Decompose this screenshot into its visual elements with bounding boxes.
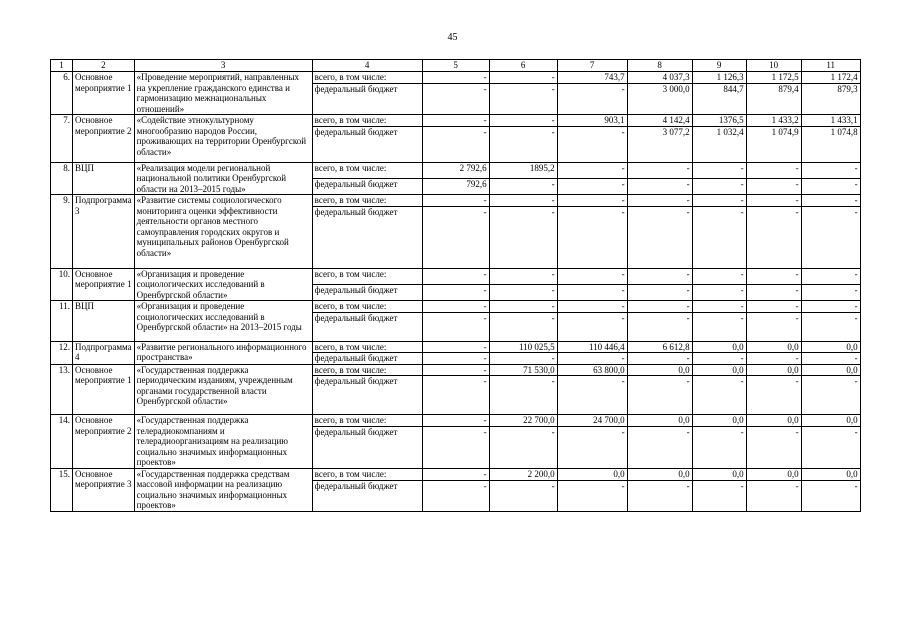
amount-cell: 0,0: [801, 468, 860, 481]
table-row: [51, 341, 861, 353]
amount-cell: -: [557, 126, 627, 162]
amount-cell: -: [557, 301, 627, 313]
event-type: Подпрограмма 4: [73, 341, 135, 364]
amount-cell: -: [746, 312, 801, 341]
table-row: [51, 268, 861, 284]
amount-cell: -: [746, 162, 801, 178]
amount-cell: -: [692, 178, 746, 194]
amount-cell: -: [489, 195, 557, 207]
amount-cell: -: [801, 268, 860, 284]
row-number: 8.: [51, 162, 73, 195]
column-header: 2: [73, 60, 135, 72]
amount-cell: 1 074,8: [801, 126, 860, 162]
event-description: «Проведение мероприятий, направленных на укрепление гражданского единства и гармонизацию межнациональных отношений»: [134, 72, 312, 115]
amount-cell: -: [422, 312, 489, 341]
event-description: «Государственная поддержка средствам массовой информации на реализацию социально значимых информационных проектов»: [134, 468, 312, 511]
amount-cell: -: [557, 284, 627, 300]
amount-cell: -: [557, 206, 627, 268]
amount-cell: -: [801, 376, 860, 415]
amount-cell: 4 037,3: [627, 72, 692, 84]
funding-source: всего, в том числе:: [312, 268, 422, 284]
amount-cell: -: [422, 72, 489, 84]
amount-cell: -: [489, 115, 557, 127]
amount-cell: -: [801, 301, 860, 313]
row-number: 14.: [51, 415, 73, 469]
amount-cell: 879,3: [801, 83, 860, 114]
event-type: Подпрограмма 3: [73, 195, 135, 269]
column-header: 4: [312, 60, 422, 72]
event-type: Основное мероприятие 2: [73, 115, 135, 163]
amount-cell: -: [692, 353, 746, 365]
funding-source: всего, в том числе:: [312, 195, 422, 207]
amount-cell: -: [801, 426, 860, 468]
amount-cell: -: [692, 195, 746, 207]
table-row: [51, 115, 861, 127]
amount-cell: 1895,2: [489, 162, 557, 178]
funding-source: федеральный бюджет: [312, 376, 422, 415]
funding-source: федеральный бюджет: [312, 312, 422, 341]
amount-cell: -: [692, 162, 746, 178]
amount-cell: -: [489, 353, 557, 365]
amount-cell: -: [489, 481, 557, 511]
column-header: 6: [489, 60, 557, 72]
column-header: 11: [801, 60, 860, 72]
amount-cell: 63 800,0: [557, 364, 627, 376]
column-header: 1: [51, 60, 73, 72]
amount-cell: -: [627, 353, 692, 365]
funding-source: федеральный бюджет: [312, 426, 422, 468]
amount-cell: -: [627, 426, 692, 468]
table-row: [51, 301, 861, 313]
funding-source: федеральный бюджет: [312, 83, 422, 114]
amount-cell: -: [489, 301, 557, 313]
amount-cell: -: [422, 83, 489, 114]
amount-cell: 0,0: [746, 415, 801, 427]
amount-cell: -: [422, 341, 489, 353]
funding-source: всего, в том числе:: [312, 415, 422, 427]
event-type: Основное мероприятие 1: [73, 268, 135, 301]
amount-cell: -: [422, 415, 489, 427]
amount-cell: -: [746, 481, 801, 511]
amount-cell: -: [692, 312, 746, 341]
table-row: [51, 72, 861, 84]
amount-cell: -: [422, 426, 489, 468]
amount-cell: -: [422, 468, 489, 481]
event-description: «Развитие регионального информационного пространства»: [134, 341, 312, 364]
amount-cell: -: [489, 268, 557, 284]
amount-cell: -: [627, 301, 692, 313]
funding-source: всего, в том числе:: [312, 115, 422, 127]
column-header: 10: [746, 60, 801, 72]
amount-cell: -: [627, 162, 692, 178]
funding-source: федеральный бюджет: [312, 206, 422, 268]
amount-cell: -: [746, 376, 801, 415]
amount-cell: -: [801, 178, 860, 194]
event-description: «Содействие этнокультурному многообразию народов России, проживающих на территории Оренбургской области»: [134, 115, 312, 163]
row-number: 7.: [51, 115, 73, 163]
amount-cell: 1 126,3: [692, 72, 746, 84]
funding-source: всего, в том числе:: [312, 301, 422, 313]
amount-cell: -: [692, 481, 746, 511]
amount-cell: -: [489, 178, 557, 194]
row-number: 12.: [51, 341, 73, 364]
row-number: 13.: [51, 364, 73, 415]
amount-cell: -: [422, 195, 489, 207]
event-description: «Развитие системы социологического мониторинга оценки эффективности деятельности органов местного самоуправления городских округов и муниципальных районов Оренбургской области»: [134, 195, 312, 269]
amount-cell: 3 000,0: [627, 83, 692, 114]
funding-source: всего, в том числе:: [312, 341, 422, 353]
amount-cell: -: [557, 353, 627, 365]
amount-cell: -: [801, 162, 860, 178]
amount-cell: -: [746, 426, 801, 468]
event-description: «Организация и проведение социологических исследований в Оренбургской области» на 2013–2015 годы: [134, 301, 312, 342]
amount-cell: 1 172,4: [801, 72, 860, 84]
event-type: ВЦП: [73, 301, 135, 342]
amount-cell: -: [801, 206, 860, 268]
amount-cell: -: [746, 206, 801, 268]
amount-cell: 1376,5: [692, 115, 746, 127]
funding-source: всего, в том числе:: [312, 162, 422, 178]
amount-cell: -: [489, 126, 557, 162]
row-number: 9.: [51, 195, 73, 269]
header-row: [51, 60, 861, 72]
funding-source: федеральный бюджет: [312, 353, 422, 365]
amount-cell: -: [627, 284, 692, 300]
amount-cell: 0,0: [692, 341, 746, 353]
amount-cell: -: [557, 178, 627, 194]
amount-cell: -: [422, 284, 489, 300]
amount-cell: 0,0: [801, 341, 860, 353]
amount-cell: -: [746, 301, 801, 313]
table-row: [51, 468, 861, 481]
amount-cell: -: [489, 312, 557, 341]
amount-cell: -: [557, 426, 627, 468]
funding-source: всего, в том числе:: [312, 72, 422, 84]
amount-cell: -: [627, 481, 692, 511]
amount-cell: 0,0: [801, 364, 860, 376]
amount-cell: 0,0: [801, 415, 860, 427]
amount-cell: 0,0: [557, 468, 627, 481]
budget-table: [50, 59, 861, 512]
amount-cell: -: [557, 268, 627, 284]
amount-cell: -: [692, 284, 746, 300]
amount-cell: 0,0: [627, 415, 692, 427]
amount-cell: 879,4: [746, 83, 801, 114]
amount-cell: 0,0: [627, 468, 692, 481]
page-number: 45: [447, 32, 458, 43]
amount-cell: -: [746, 178, 801, 194]
amount-cell: 0,0: [692, 415, 746, 427]
row-number: 11.: [51, 301, 73, 342]
amount-cell: 0,0: [692, 364, 746, 376]
amount-cell: -: [557, 162, 627, 178]
amount-cell: -: [692, 426, 746, 468]
amount-cell: -: [692, 376, 746, 415]
table-row: [51, 364, 861, 376]
column-header: 8: [627, 60, 692, 72]
event-description: «Реализация модели региональной национальной политики Оренбургской области на 2013–2015 годы»: [134, 162, 312, 195]
amount-cell: 1 433,1: [801, 115, 860, 127]
amount-cell: -: [627, 206, 692, 268]
amount-cell: -: [557, 481, 627, 511]
amount-cell: -: [422, 115, 489, 127]
amount-cell: -: [422, 376, 489, 415]
column-header: 5: [422, 60, 489, 72]
table-row: [51, 195, 861, 207]
amount-cell: -: [692, 206, 746, 268]
column-header: 7: [557, 60, 627, 72]
amount-cell: -: [801, 195, 860, 207]
funding-source: федеральный бюджет: [312, 284, 422, 300]
amount-cell: -: [422, 353, 489, 365]
row-number: 15.: [51, 468, 73, 511]
amount-cell: -: [557, 312, 627, 341]
event-description: «Государственная поддержка телерадиокомпаниям и телерадиоорганизациям на реализацию социально значимых информационных проектов»: [134, 415, 312, 469]
event-description: «Организация и проведение социологических исследований в Оренбургской области»: [134, 268, 312, 301]
column-header: 9: [692, 60, 746, 72]
amount-cell: -: [422, 301, 489, 313]
amount-cell: -: [557, 83, 627, 114]
amount-cell: 1 172,5: [746, 72, 801, 84]
table-row: [51, 162, 861, 178]
amount-cell: -: [746, 353, 801, 365]
event-type: Основное мероприятие 3: [73, 468, 135, 511]
amount-cell: 110 446,4: [557, 341, 627, 353]
amount-cell: 2 200,0: [489, 468, 557, 481]
funding-source: федеральный бюджет: [312, 178, 422, 194]
amount-cell: 1 074,9: [746, 126, 801, 162]
amount-cell: -: [422, 364, 489, 376]
amount-cell: 1 032,4: [692, 126, 746, 162]
amount-cell: -: [557, 195, 627, 207]
amount-cell: 903,1: [557, 115, 627, 127]
amount-cell: 844,7: [692, 83, 746, 114]
row-number: 6.: [51, 72, 73, 115]
amount-cell: -: [627, 178, 692, 194]
amount-cell: 110 025,5: [489, 341, 557, 353]
amount-cell: -: [801, 312, 860, 341]
amount-cell: 24 700,0: [557, 415, 627, 427]
row-number: 10.: [51, 268, 73, 301]
amount-cell: 3 077,2: [627, 126, 692, 162]
event-type: Основное мероприятие 2: [73, 415, 135, 469]
amount-cell: 743,7: [557, 72, 627, 84]
column-header: 3: [134, 60, 312, 72]
amount-cell: -: [801, 284, 860, 300]
amount-cell: 792,6: [422, 178, 489, 194]
amount-cell: -: [489, 83, 557, 114]
amount-cell: -: [692, 268, 746, 284]
amount-cell: -: [489, 72, 557, 84]
amount-cell: -: [557, 376, 627, 415]
amount-cell: -: [746, 284, 801, 300]
amount-cell: -: [489, 376, 557, 415]
amount-cell: 2 792,6: [422, 162, 489, 178]
amount-cell: -: [627, 268, 692, 284]
amount-cell: -: [801, 481, 860, 511]
amount-cell: -: [489, 206, 557, 268]
amount-cell: -: [746, 195, 801, 207]
amount-cell: 0,0: [692, 468, 746, 481]
amount-cell: 71 530,0: [489, 364, 557, 376]
amount-cell: -: [422, 206, 489, 268]
event-type: Основное мероприятие 1: [73, 72, 135, 115]
funding-source: всего, в том числе:: [312, 364, 422, 376]
amount-cell: -: [489, 284, 557, 300]
amount-cell: -: [627, 312, 692, 341]
amount-cell: -: [489, 426, 557, 468]
funding-source: федеральный бюджет: [312, 481, 422, 511]
amount-cell: -: [627, 195, 692, 207]
amount-cell: -: [422, 126, 489, 162]
amount-cell: -: [422, 481, 489, 511]
amount-cell: 0,0: [746, 364, 801, 376]
amount-cell: -: [422, 268, 489, 284]
amount-cell: 0,0: [627, 364, 692, 376]
event-type: Основное мероприятие 1: [73, 364, 135, 415]
amount-cell: 1 433,2: [746, 115, 801, 127]
amount-cell: 0,0: [746, 341, 801, 353]
amount-cell: -: [801, 353, 860, 365]
amount-cell: 6 612,8: [627, 341, 692, 353]
table-row: [51, 415, 861, 427]
amount-cell: 4 142,4: [627, 115, 692, 127]
amount-cell: -: [746, 268, 801, 284]
amount-cell: -: [692, 301, 746, 313]
funding-source: всего, в том числе:: [312, 468, 422, 481]
event-type: ВЦП: [73, 162, 135, 195]
event-description: «Государственная поддержка периодическим изданиям, учрежденным органами государственной власти Оренбургской области»: [134, 364, 312, 415]
funding-source: федеральный бюджет: [312, 126, 422, 162]
amount-cell: 0,0: [746, 468, 801, 481]
amount-cell: 22 700,0: [489, 415, 557, 427]
amount-cell: -: [627, 376, 692, 415]
